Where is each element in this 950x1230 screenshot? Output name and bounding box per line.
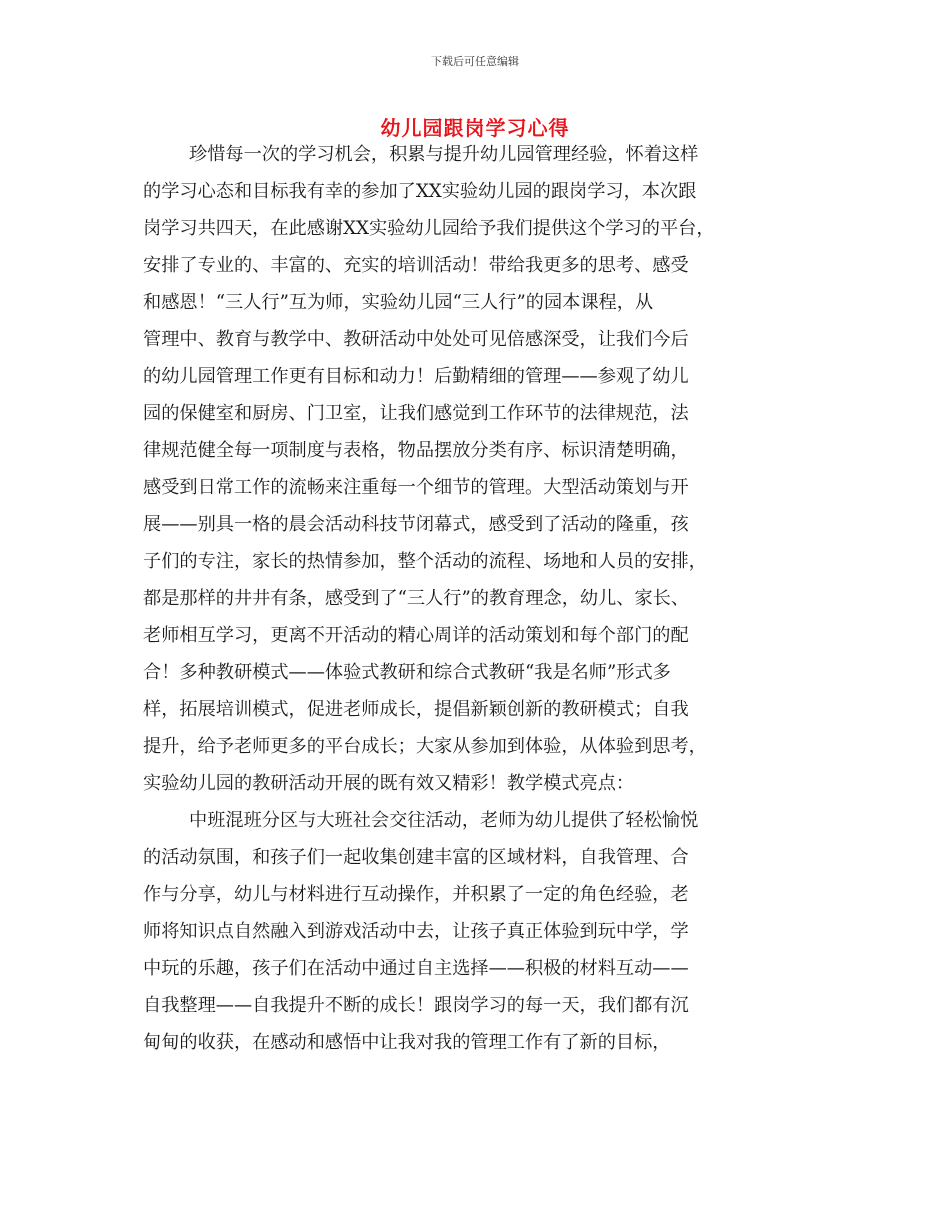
text-line: 都是那样的井井有条，感受到了“三人行”的教育理念，幼儿、家长、 xyxy=(143,588,690,609)
text-line: 甸甸的收获，在感动和感悟中让我对我的管理工作有了新的目标， xyxy=(143,1032,671,1053)
text-line: 管理中、教育与教学中、教研活动中处处可见倍感深受，让我们今后 xyxy=(143,329,689,350)
text-line: 展——别具一格的晨会活动科技节闭幕式，感受到了活动的隆重，孩 xyxy=(143,514,689,535)
text-line: 提升，给予老师更多的平台成长；大家从参加到体验，从体验到思考， xyxy=(143,736,707,757)
text-line: 安排了专业的、丰富的、充实的培训活动！带给我更多的思考、感受 xyxy=(143,255,689,276)
text-line: 的活动氛围，和孩子们一起收集创建丰富的区域材料，自我管理、合 xyxy=(143,847,689,868)
text-line: 的学习心态和目标我有幸的参加了XX实验幼儿园的跟岗学习，本次跟 xyxy=(143,181,697,202)
text-line: 和感恩！“三人行”互为师，实验幼儿园“三人行”的园本课程，从 xyxy=(143,292,654,313)
header-note: 下载后可任意编辑 xyxy=(431,55,519,68)
text-line: 子们的专注，家长的热情参加，整个活动的流程、场地和人员的安排， xyxy=(143,551,707,572)
text-line: 的幼儿园管理工作更有目标和动力！后勤精细的管理——参观了幼儿 xyxy=(143,366,689,387)
text-line: 律规范健全每一项制度与表格，物品摆放分类有序、标识清楚明确， xyxy=(143,440,689,461)
text-line: 师将知识点自然融入到游戏活动中去，让孩子真正体验到玩中学，学 xyxy=(143,921,689,942)
text-line: 园的保健室和厨房、门卫室，让我们感觉到工作环节的法律规范，法 xyxy=(143,403,689,424)
text-line: 老师相互学习，更离不开活动的精心周详的活动策划和每个部门的配 xyxy=(143,625,689,646)
document-title: 幼儿园跟岗学习心得 xyxy=(380,116,570,140)
body-text xyxy=(143,136,813,1061)
text-line: 感受到日常工作的流畅来注重每一个细节的管理。大型活动策划与开 xyxy=(143,477,689,498)
text-line: 作与分享，幼儿与材料进行互动操作，并积累了一定的角色经验，老 xyxy=(143,884,689,905)
text-line: 岗学习共四天，在此感谢XX实验幼儿园给予我们提供这个学习的平台， xyxy=(143,218,715,239)
text-line: 自我整理——自我提升不断的成长！跟岗学习的每一天，我们都有沉 xyxy=(143,995,689,1016)
text-line: 样，拓展培训模式，促进老师成长，提倡新颖创新的教研模式；自我 xyxy=(143,699,689,720)
text-line: 中玩的乐趣，孩子们在活动中通过自主选择——积极的材料互动—— xyxy=(143,958,689,979)
text-line: 中班混班分区与大班社会交往活动，老师为幼儿提供了轻松愉悦 xyxy=(189,810,699,831)
text-line: 珍惜每一次的学习机会，积累与提升幼儿园管理经验，怀着这样 xyxy=(189,144,699,165)
text-line: 实验幼儿园的教研活动开展的既有效又精彩！教学模式亮点： xyxy=(143,773,635,794)
text-line: 合！多种教研模式——体验式教研和综合式教研“我是名师”形式多 xyxy=(143,662,671,683)
